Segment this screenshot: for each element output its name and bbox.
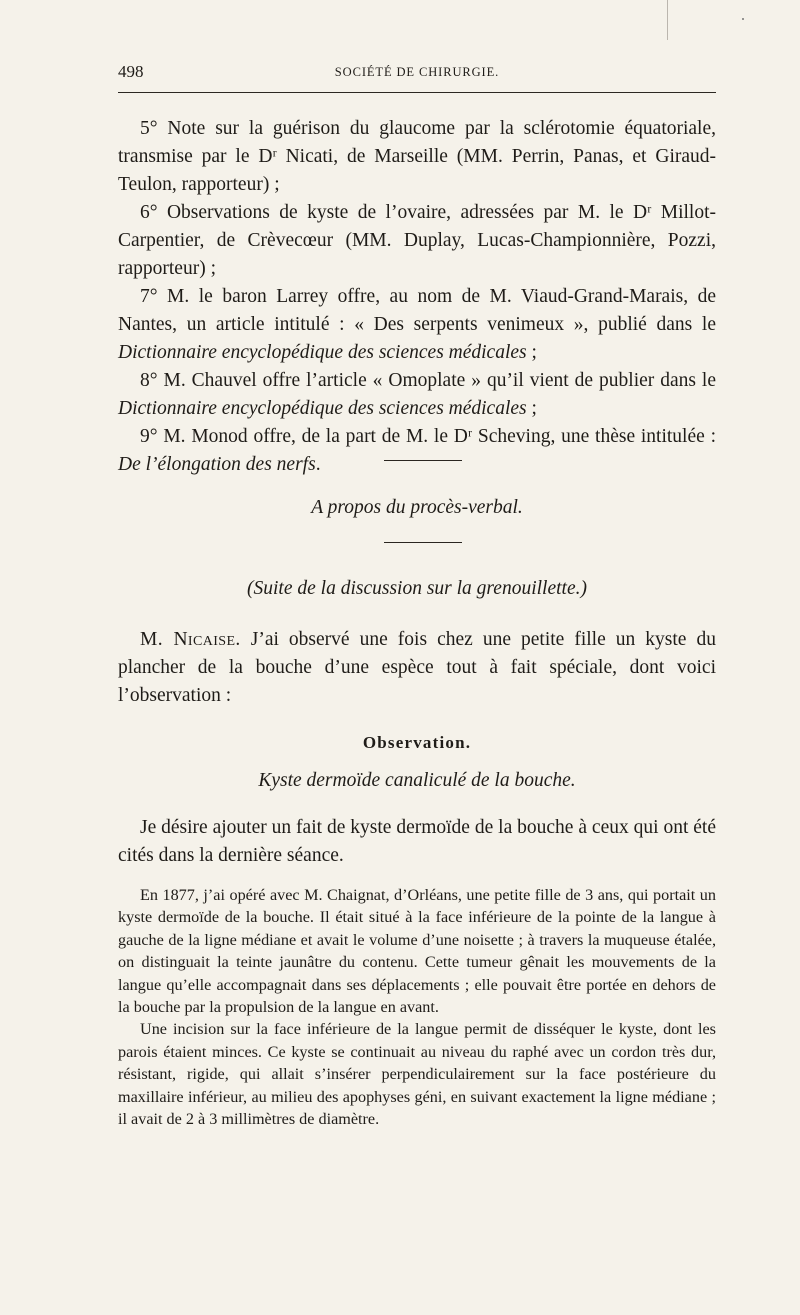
- observation-heading: Observation.: [362, 733, 472, 752]
- page-number: 498: [118, 62, 144, 81]
- case-report: [118, 884, 716, 1130]
- case-paragraph: En 1877, j’ai opéré avec M. Chaignat, d’Orléans, une petite fille de 3 ans, qui portait un kyste dermoïde de la bouche. Il était situé à la face inférieure de la pointe de la langue à gauche de la ligne médiane et avait le volume d’une noisette ; à travers la muqueuse étalée, on distinguait la teinte jaunâtre du contenu. Cette tumeur gênait les mouvements de la langue qu’elle accompagnait dans ses déplacements ; elle pouvait être portée en dehors de la bouche par la propulsion de la langue en avant.: [118, 886, 716, 1017]
- section-divider: [384, 542, 462, 543]
- journal-title: Dictionnaire encyclopédique des sciences médicales: [118, 398, 527, 419]
- correspondence-list: [118, 115, 716, 479]
- list-item: 7° M. le baron Larrey offre, au nom de M. Viaud-Grand-Marais, de Nantes, un article intitulé : « Des serpents venimeux », publié dans le Dictionnaire encyclopédique des sciences médicales ;: [118, 286, 716, 363]
- observation-title: Kyste dermoïde canaliculé de la bouche.: [258, 770, 576, 791]
- list-item: 5° Note sur la guérison du glaucome par la sclérotomie équatoriale, transmise par le Dʳ Nicati, de Marseille (MM. Perrin, Panas, et Giraud-Teulon, rapporteur) ;: [118, 118, 716, 195]
- case-paragraph: Une incision sur la face inférieure de la langue permit de disséquer le kyste, dont les parois étaient minces. Ce kyste se continuait au niveau du raphé avec un cordon très dur, résistant, rigide, qui allait s’insérer perpendiculairement sur la face postérieure du maxillaire inférieur, au milieu des apophyses géni, en suivant exactement la ligne médiane ; il avait de 2 à 3 millimètres de diamètre.: [118, 1020, 716, 1129]
- thesis-title: De l’élongation des nerfs: [118, 454, 316, 475]
- list-item: 9° M. Monod offre, de la part de M. le Dʳ Scheving, une thèse intitulée : De l’élongation des nerfs.: [118, 426, 716, 475]
- list-item: 8° M. Chauvel offre l’article « Omoplate » qu’il vient de publier dans le Dictionnaire encyclopédique des sciences médicales ;: [118, 370, 716, 419]
- intervention-paragraph: M. Nicaise. J’ai observé une fois chez une petite fille un kyste du plancher de la bouche d’une espèce tout à fait spéciale, dont voici l’observation :: [118, 629, 716, 706]
- intro-paragraph: Je désire ajouter un fait de kyste dermoïde de la bouche à ceux qui ont été cités dans la dernière séance.: [118, 817, 716, 866]
- list-item: 6° Observations de kyste de l’ovaire, adressées par M. le Dʳ Millot-Carpentier, de Crèvecœur (MM. Duplay, Lucas-Championnière, Pozzi, rapporteur) ;: [118, 202, 716, 279]
- section-divider: [384, 460, 462, 461]
- margin-pencil-mark: [667, 0, 668, 40]
- journal-title: Dictionnaire encyclopédique des sciences médicales: [118, 342, 527, 363]
- speaker-name: M. Nicaise.: [140, 629, 241, 650]
- margin-speck: [742, 18, 744, 20]
- page-header: [118, 62, 716, 93]
- discussion-subtitle: (Suite de la discussion sur la grenouillette.): [247, 578, 587, 599]
- running-head: SOCIÉTÉ DE CHIRURGIE.: [334, 65, 500, 79]
- section-title: A propos du procès-verbal.: [311, 497, 523, 518]
